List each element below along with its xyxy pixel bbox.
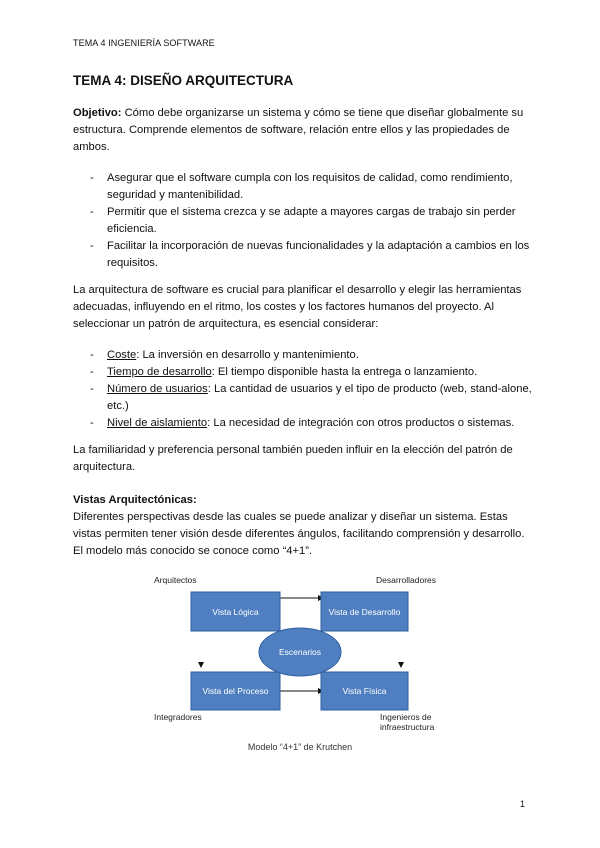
list-item: - Facilitar la incorporación de nuevas funcionalidades y la adaptación a cambios en los requisitos. — [90, 240, 530, 269]
label-development-view: Vista de Desarrollo — [328, 607, 401, 617]
4plus1-diagram — [150, 574, 450, 734]
views-text: Diferentes perspectivas desde las cuales se puede analizar y diseñar un sistema. Estas vistas permiten tener visión desde diferentes ángulos, facilitando comprensión y desarrollo. El modelo más conocido se conoce como “4+1”. — [73, 511, 525, 557]
page-number: 1 — [519, 799, 525, 809]
views-heading: Vistas Arquitectónicas: — [73, 494, 197, 506]
list-item: - Permitir que el sistema crezca y se adapte a mayores cargas de trabajo sin perder eficiencia. — [90, 206, 516, 235]
role-integrators: Integradores — [154, 712, 202, 722]
objective-text: Cómo debe organizarse un sistema y cómo se tiene que diseñar globalmente su estructura. Comprende elementos de software, relación entre ellos y las propiedades de ambos. — [73, 107, 524, 153]
list-item: - Nivel de aislamiento: La necesidad de integración con otros productos o sistemas. — [90, 417, 515, 429]
label-process-view: Vista del Proceso — [202, 686, 269, 696]
list-item: - Tiempo de desarrollo: El tiempo disponible hasta la entrega o lanzamiento. — [90, 366, 478, 378]
goals-list — [73, 170, 533, 272]
list-item: - Número de usuarios: La cantidad de usuarios y el tipo de producto (web, stand-alone, etc.) — [90, 383, 532, 412]
arrow-down-icon — [198, 662, 204, 668]
views-section — [73, 492, 533, 560]
label-scenarios: Escenarios — [278, 647, 322, 657]
familiarity-paragraph: La familiaridad y preferencia personal también pueden influir en la elección del patrón de arquitectura. — [73, 444, 513, 473]
role-architects: Arquitectos — [154, 575, 197, 585]
label-physical-view: Vista Física — [342, 686, 387, 696]
label-logical-view: Vista Lógica — [212, 607, 259, 617]
objective-label: Objetivo: — [73, 107, 122, 119]
objective-paragraph — [73, 105, 533, 156]
running-header: TEMA 4 INGENIERÍA SOFTWARE — [73, 38, 215, 48]
page-title: TEMA 4: DISEÑO ARQUITECTURA — [73, 73, 294, 88]
role-infrastructure-line1: Ingenieros de — [380, 712, 432, 722]
considerations-list — [73, 347, 533, 432]
list-item: - Asegurar que el software cumpla con los requisitos de calidad, como rendimiento, seguridad y mantenibilidad. — [90, 172, 513, 201]
architecture-paragraph: La arquitectura de software es crucial para planificar el desarrollo y elegir las herramientas adecuadas, influyendo en el ritmo, los costes y los factores humanos del proyecto. Al seleccionar un patrón de arquitectura, es esencial considerar: — [73, 284, 522, 330]
arrow-down-icon — [398, 662, 404, 668]
role-infrastructure-line2: infraestructura — [380, 722, 435, 732]
role-developers: Desarrolladores — [376, 575, 436, 585]
list-item: - Coste: La inversión en desarrollo y mantenimiento. — [90, 349, 359, 361]
diagram-caption: Modelo “4+1” de Krutchen — [247, 742, 353, 752]
